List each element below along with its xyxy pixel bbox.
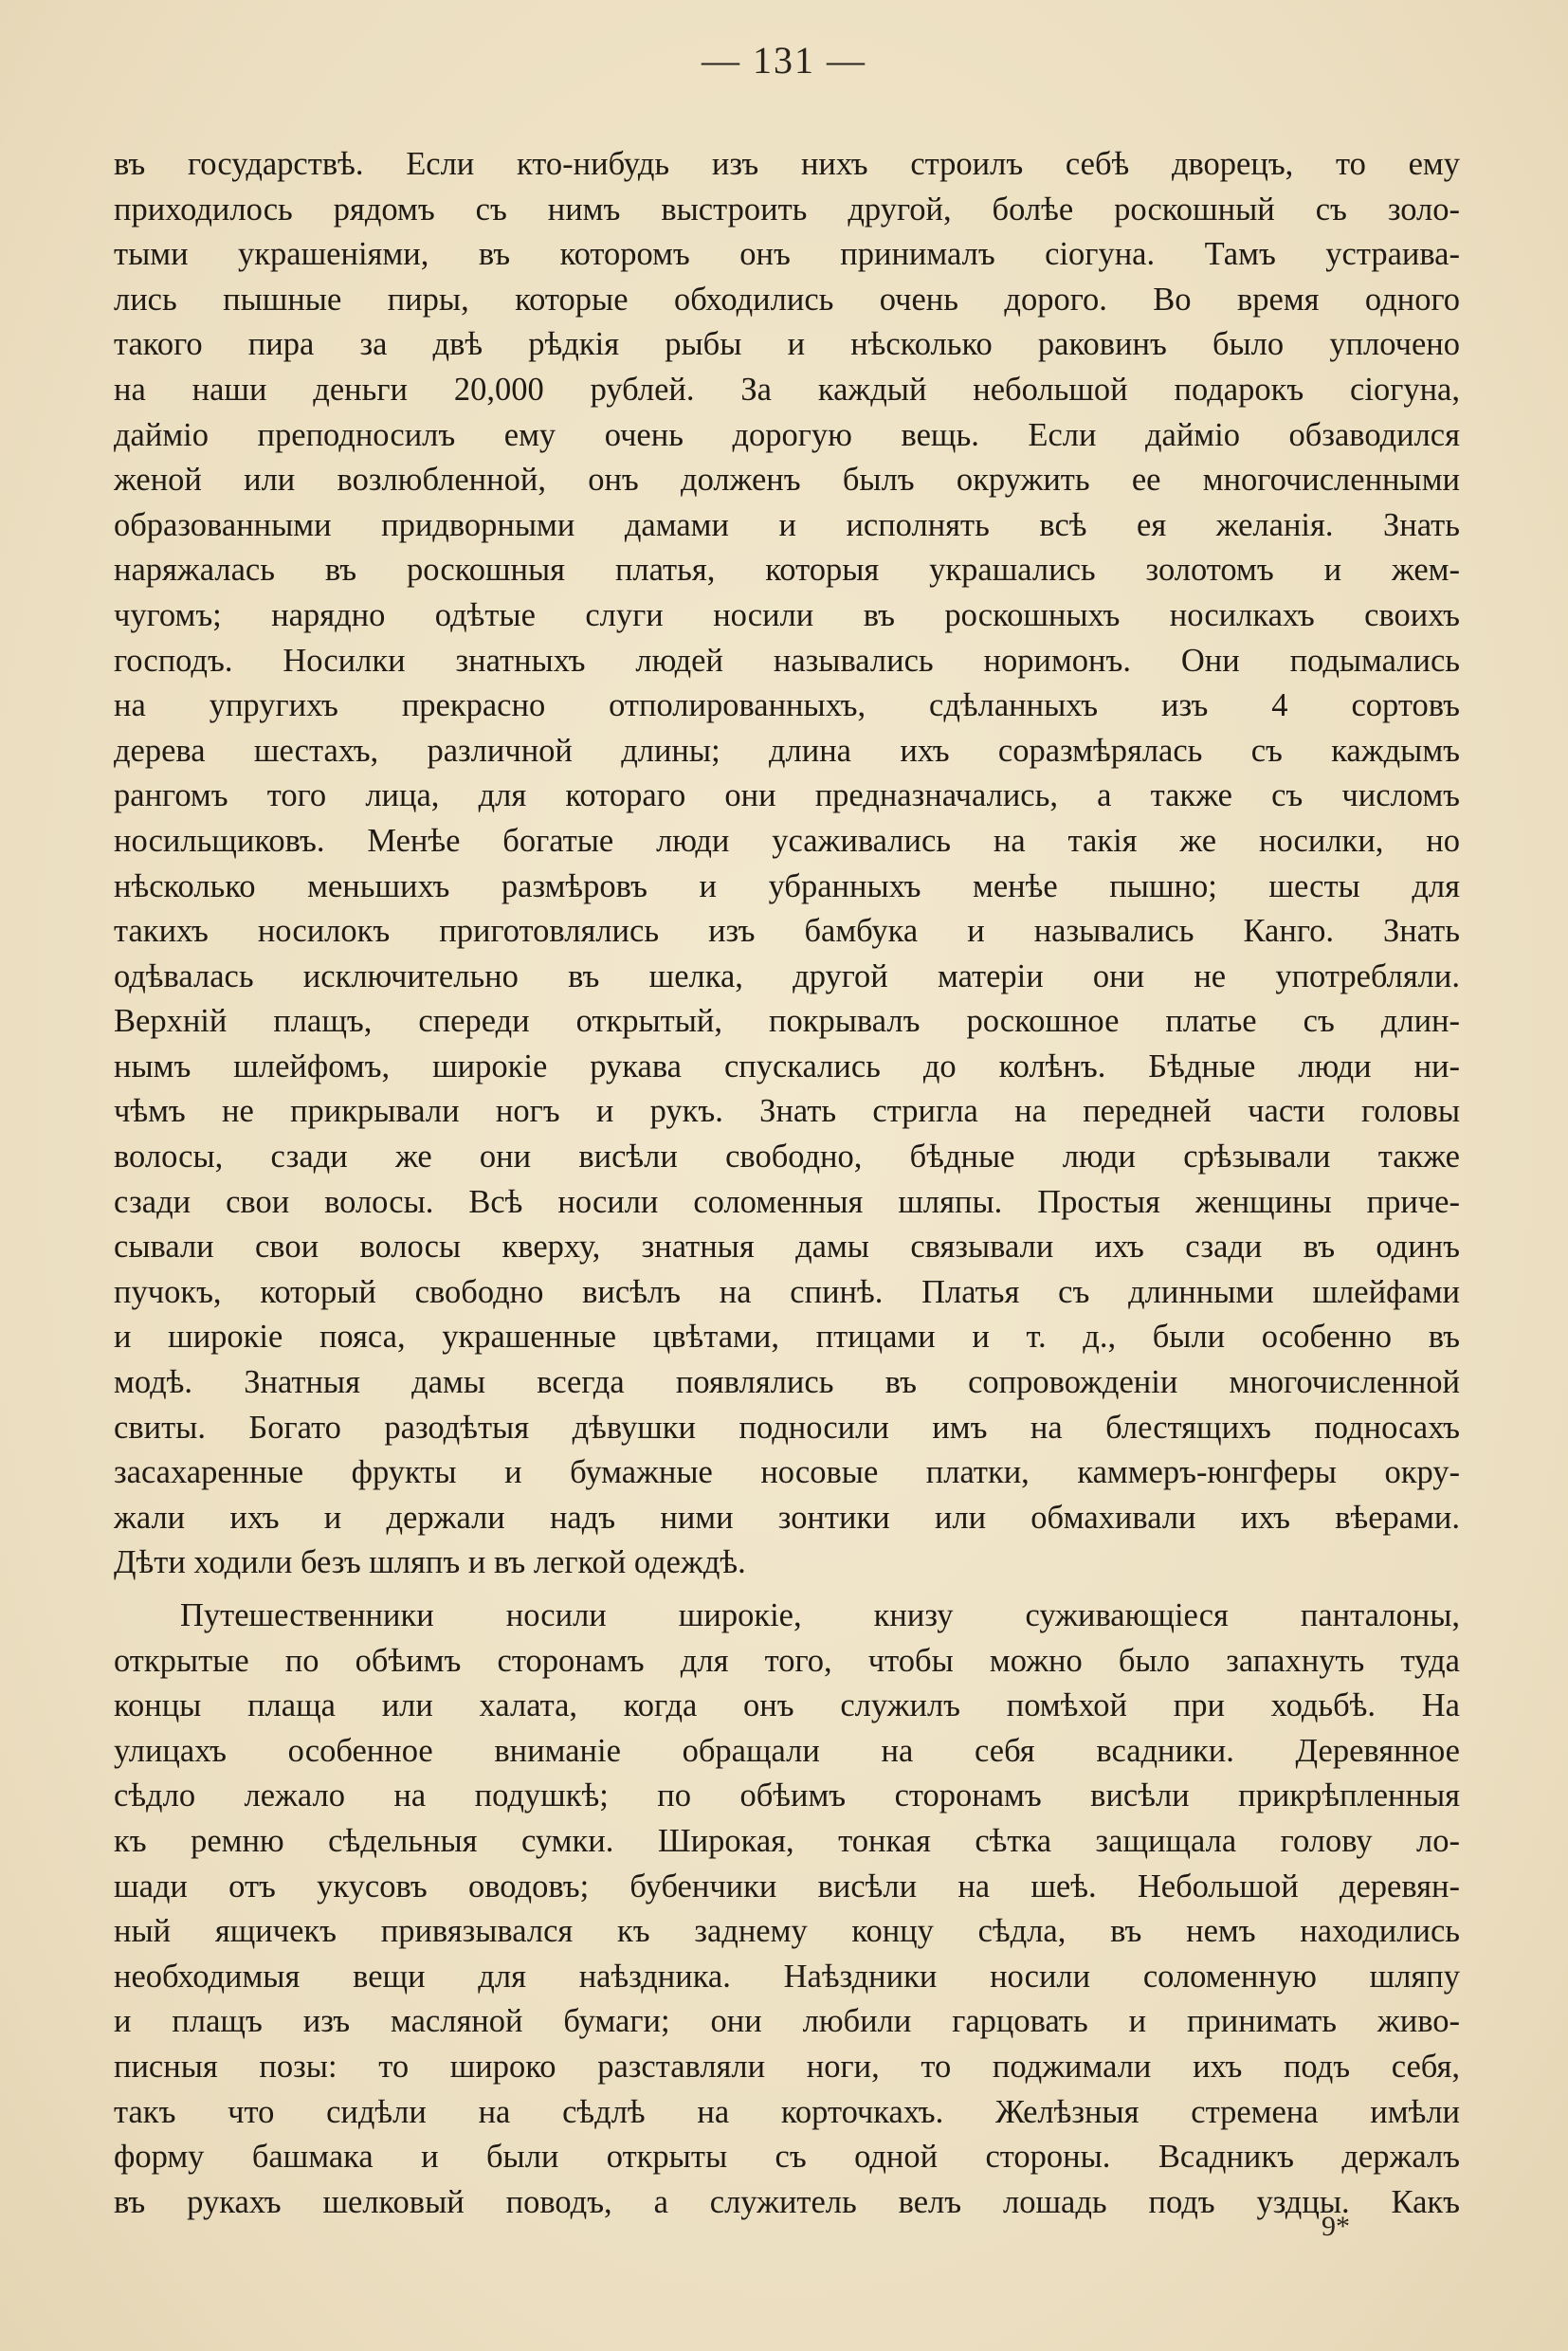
text-line: наряжалась въ роскошныя платья, которыя украшались золотомъ и жем- — [114, 552, 1460, 589]
text-line: на упругихъ прекрасно отполированныхъ, сдѣланныхъ изъ 4 сортовъ — [114, 687, 1460, 724]
text-line: нымъ шлейфомъ, широкіе рукава спускались до колѣнъ. Бѣдные люди ни- — [114, 1048, 1460, 1084]
text-line: къ ремню сѣдельныя сумки. Широкая, тонкая сѣтка защищала голову ло- — [114, 1822, 1460, 1859]
paragraph-gap — [114, 1586, 1460, 1594]
text-line: тыми украшеніями, въ которомъ онъ принималъ сіогуна. Тамъ устраива- — [114, 236, 1460, 273]
text-line: лись пышные пиры, которые обходились очень дорого. Во время одного — [114, 281, 1460, 318]
text-line: такихъ носилокъ приготовлялись изъ бамбука и назывались Канго. Знать — [114, 913, 1460, 950]
text-line: образованными придворными дамами и исполнять всѣ ея желанія. Знать — [114, 506, 1460, 543]
body-text — [114, 142, 1460, 2225]
text-line: дерева шестахъ, различной длины; длина ихъ соразмѣрялась съ каждымъ — [114, 732, 1460, 769]
text-line: одѣвалась исключительно въ шелка, другой матеріи они не употребляли. — [114, 957, 1460, 994]
text-line: въ рукахъ шелковый поводъ, а служитель велъ лошадь подъ уздцы. Какъ — [114, 2183, 1460, 2220]
text-line: открытые по обѣимъ сторонамъ для того, чтобы можно было запахнуть туда — [114, 1642, 1460, 1679]
text-line: дайміо преподносилъ ему очень дорогую вещь. Если дайміо обзаводился — [114, 416, 1460, 453]
text-line: сзади свои волосы. Всѣ носили соломенныя шляпы. Простыя женщины приче- — [114, 1183, 1460, 1220]
text-line: свиты. Богато разодѣтыя дѣвушки подносили имъ на блестящихъ подносахъ — [114, 1409, 1460, 1446]
text-line: приходилось рядомъ съ нимъ выстроить другой, болѣе роскошный съ золо- — [114, 191, 1460, 228]
text-line: шади отъ укусовъ оводовъ; бубенчики висѣли на шеѣ. Небольшой деревян- — [114, 1868, 1460, 1904]
text-line: волосы, сзади же они висѣли свободно, бѣдные люди срѣзывали также — [114, 1139, 1460, 1176]
page-number: — 131 — — [702, 39, 866, 82]
text-line: улицахъ особенное вниманіе обращали на себя всадники. Деревянное — [114, 1732, 1460, 1769]
text-line: пучокъ, который свободно висѣлъ на спинѣ. Платья съ длинными шлейфами — [114, 1273, 1460, 1310]
text-line: модѣ. Знатныя дамы всегда появлялись въ сопровожденіи многочисленной — [114, 1364, 1460, 1401]
text-line: концы плаща или халата, когда онъ служилъ помѣхой при ходьбѣ. На — [114, 1687, 1460, 1724]
text-line: такъ что сидѣли на сѣдлѣ на корточкахъ. Желѣзныя стремена имѣли — [114, 2093, 1460, 2130]
text-line: Дѣти ходили безъ шляпъ и въ легкой одеждѣ. — [114, 1544, 746, 1581]
text-line: такого пира за двѣ рѣдкія рыбы и нѣсколько раковинъ было уплочено — [114, 326, 1460, 363]
text-line: засахаренные фрукты и бумажные носовые платки, каммеръ-юнгферы окру- — [114, 1454, 1460, 1491]
text-line: Верхній плащъ, спереди открытый, покрывалъ роскошное платье съ длин- — [114, 1003, 1460, 1040]
paragraph-1 — [114, 142, 1460, 1586]
text-line: въ государствѣ. Если кто-нибудь изъ нихъ строилъ себѣ дворецъ, то ему — [114, 146, 1460, 182]
text-line: жали ихъ и держали надъ ними зонтики или обмахивали ихъ вѣерами. — [114, 1499, 1460, 1536]
text-line: нѣсколько меньшихъ размѣровъ и убранныхъ менѣе пышно; шесты для — [114, 867, 1460, 904]
text-line: сѣдло лежало на подушкѣ; по обѣимъ сторонамъ висѣли прикрѣпленныя — [114, 1777, 1460, 1814]
text-line: на наши деньги 20,000 рублей. За каждый небольшой подарокъ сіогуна, — [114, 371, 1460, 408]
text-line: женой или возлюбленной, онъ долженъ былъ окружить ее многочисленными — [114, 462, 1460, 499]
text-line: носильщиковъ. Менѣе богатые люди усаживались на такія же носилки, но — [114, 822, 1460, 859]
text-line: рангомъ того лица, для котораго они предназначались, а также съ числомъ — [114, 777, 1460, 814]
text-line: необходимыя вещи для наѣздника. Наѣздники носили соломенную шляпу — [114, 1958, 1460, 1995]
text-line: чѣмъ не прикрывали ногъ и рукъ. Знать стригла на передней части головы — [114, 1093, 1460, 1130]
text-line: Путешественники носили широкіе, книзу суживающіеся панталоны, — [180, 1597, 1460, 1633]
text-line: и плащъ изъ масляной бумаги; они любили гарцовать и принимать живо- — [114, 2003, 1460, 2040]
text-line: сывали свои волосы кверху, знатныя дамы связывали ихъ сзади въ одинъ — [114, 1229, 1460, 1266]
paragraph-2 — [114, 1594, 1460, 2225]
text-line: ный ящичекъ привязывался къ заднему концу сѣдла, въ немъ находились — [114, 1913, 1460, 1950]
text-line: форму башмака и были открыты съ одной стороны. Всадникъ держалъ — [114, 2139, 1460, 2176]
text-line: и широкіе пояса, украшенные цвѣтами, птицами и т. д., были особенно въ — [114, 1319, 1460, 1356]
text-line: писныя позы: то широко разставляли ноги, то поджимали ихъ подъ себя, — [114, 2048, 1460, 2085]
signature-mark: 9* — [1322, 2211, 1350, 2242]
text-line: господъ. Носилки знатныхъ людей назывались норимонъ. Они подымались — [114, 642, 1460, 679]
text-line: чугомъ; нарядно одѣтые слуги носили въ роскошныхъ носилкахъ своихъ — [114, 596, 1460, 633]
